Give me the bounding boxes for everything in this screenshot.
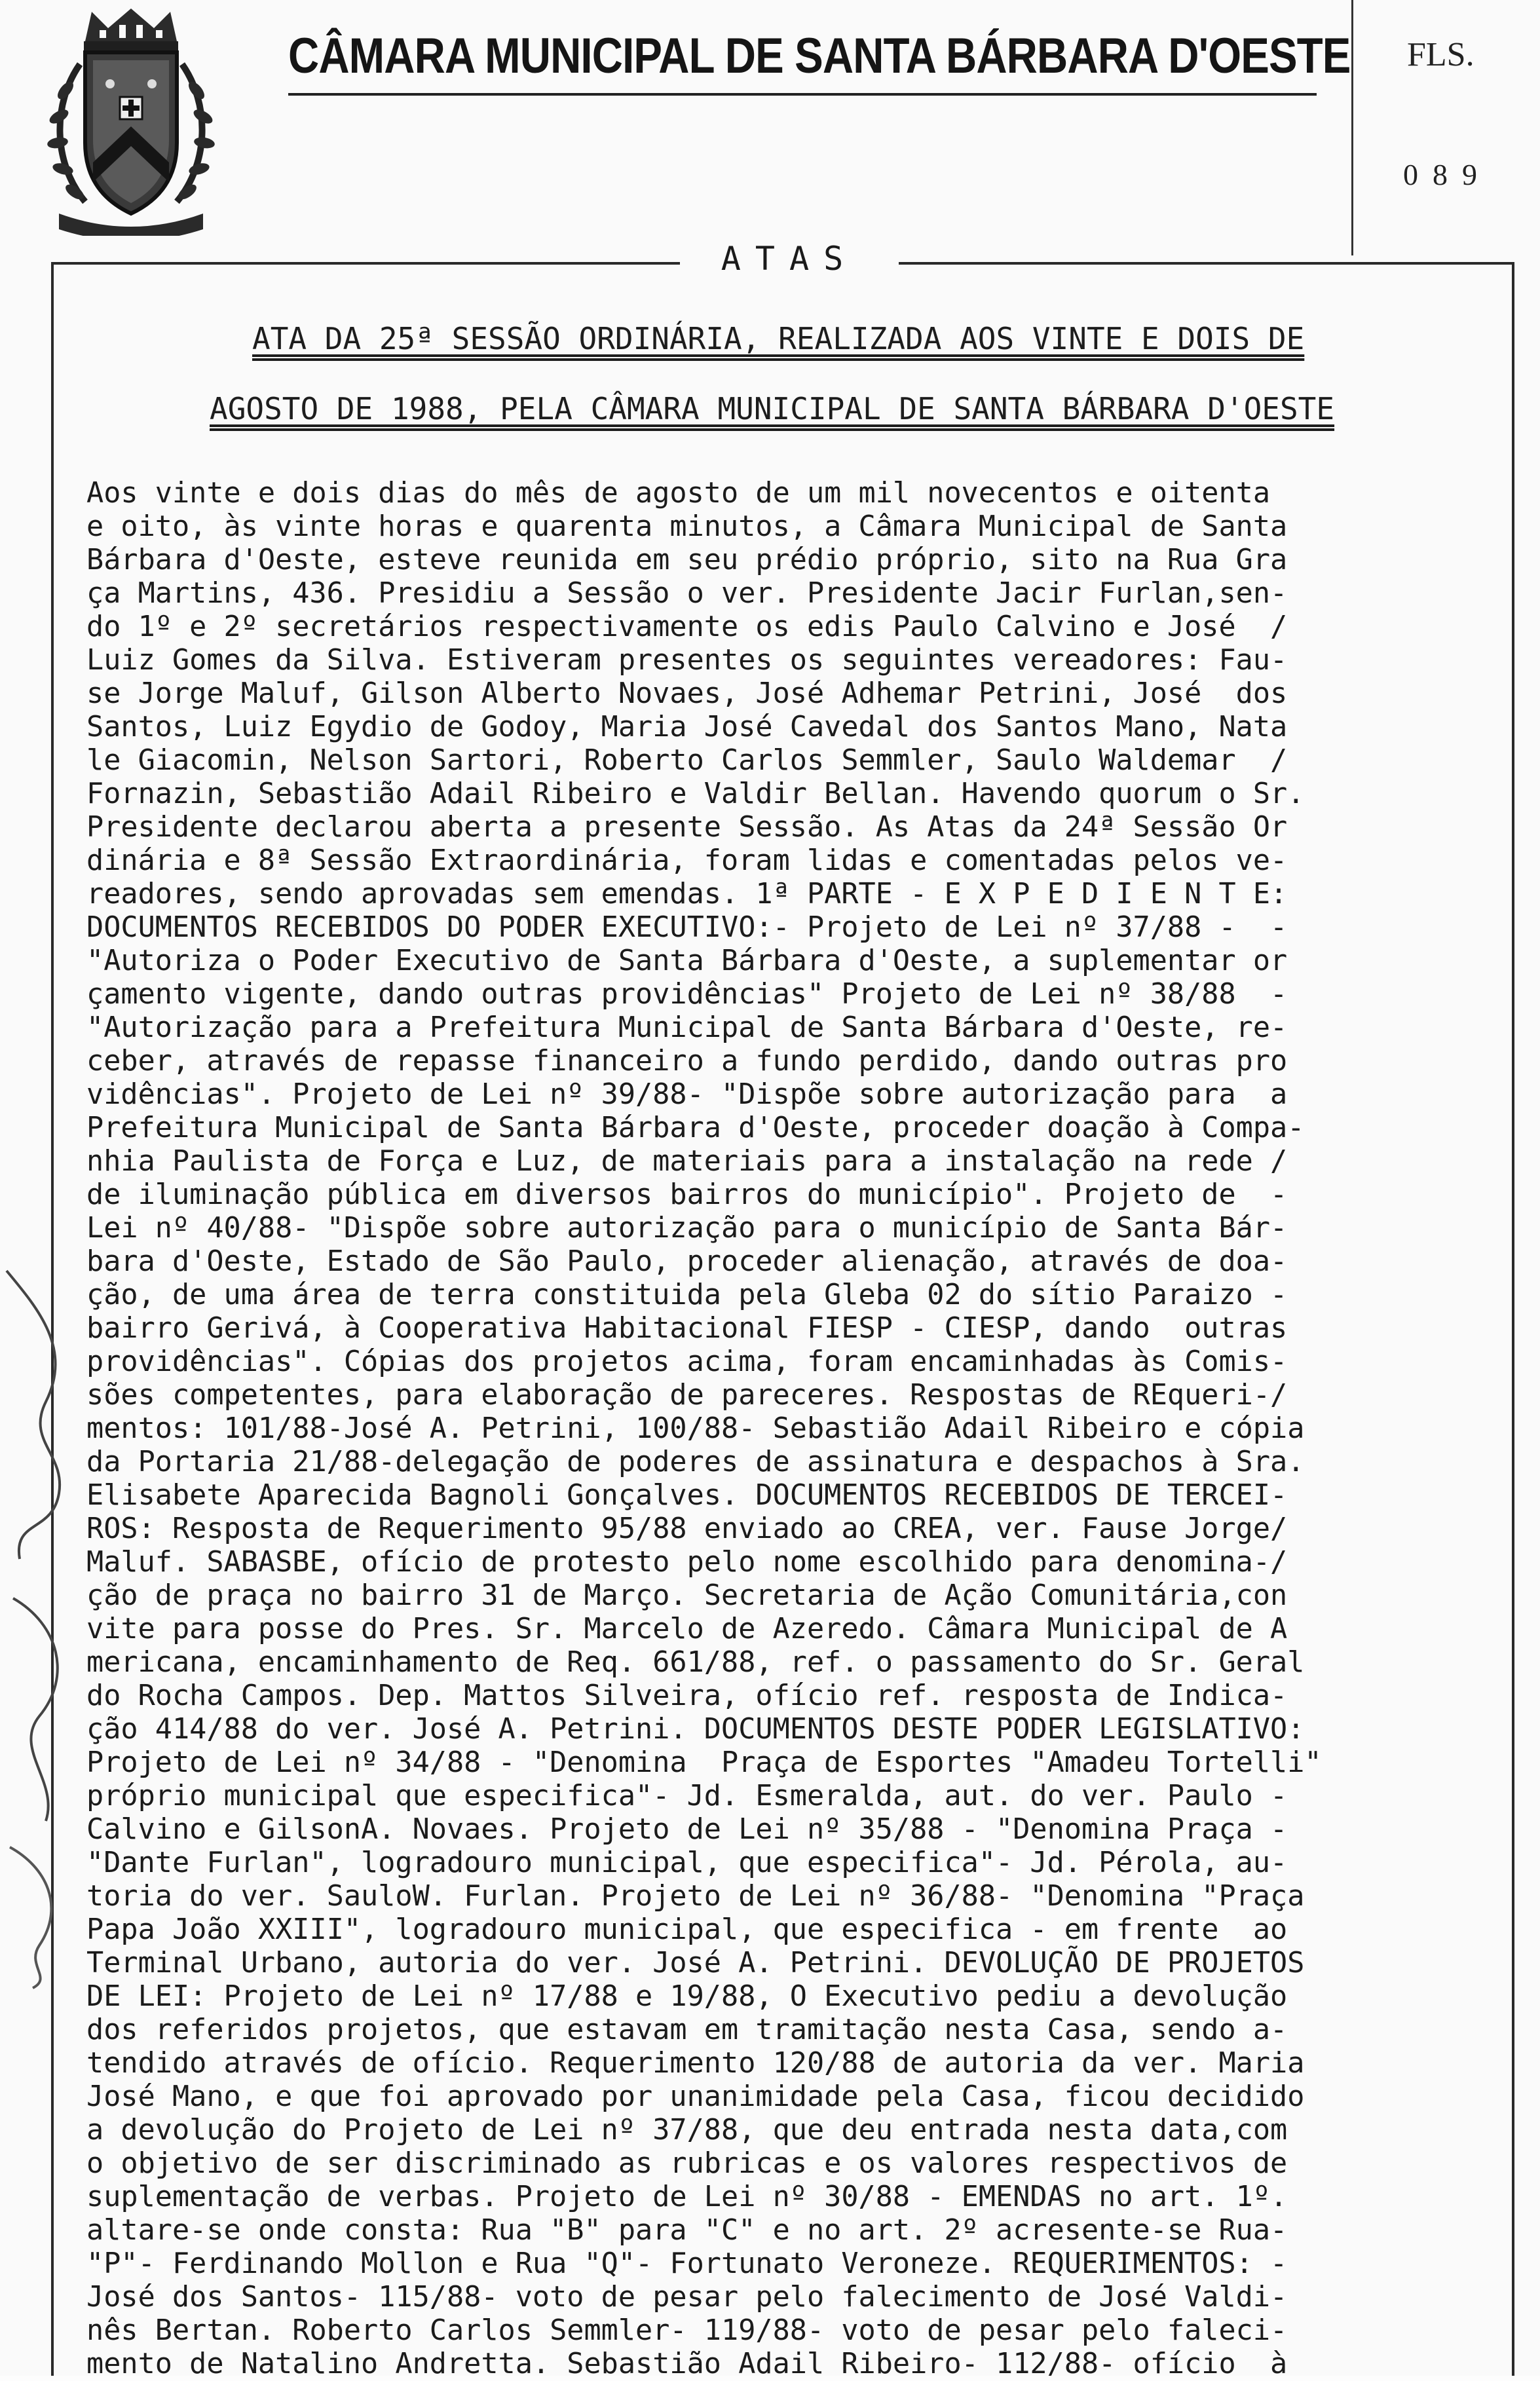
- text-line: providências". Cópias dos projetos acima, foram encaminhadas às Comis-: [86, 1345, 1288, 1378]
- text-line: bairro Gerivá, à Cooperativa Habitacional FIESP - CIESP, dando outras: [86, 1312, 1288, 1345]
- text-line: DOCUMENTOS RECEBIDOS DO PODER EXECUTIVO:- Projeto de Lei nº 37/88 - -: [86, 911, 1288, 944]
- chamber-title: CÂMARA MUNICIPAL DE SANTA BÁRBARA D'OESTE: [288, 28, 1351, 84]
- text-line: "Autorização para a Prefeitura Municipal de Santa Bárbara d'Oeste, re-: [86, 1011, 1288, 1044]
- text-line: ção de praça no bairro 31 de Março. Secretaria de Ação Comunitária,con: [86, 1579, 1288, 1612]
- text-line: Prefeitura Municipal de Santa Bárbara d'Oeste, proceder doação à Compa-: [86, 1112, 1305, 1144]
- text-line: toria do ver. SauloW. Furlan. Projeto de Lei nº 36/88- "Denomina "Praça: [86, 1880, 1305, 1913]
- text-line: a devolução do Projeto de Lei nº 37/88, que deu entrada nesta data,com: [86, 2114, 1288, 2147]
- folio-label: FLS.: [1407, 36, 1474, 73]
- text-line: dos referidos projetos, que estavam em tramitação nesta Casa, sendo a-: [86, 2014, 1288, 2046]
- text-line: vite para posse do Pres. Sr. Marcelo de Azeredo. Câmara Municipal de A: [86, 1613, 1288, 1645]
- text-line: nhia Paulista de Força e Luz, de materiais para a instalação na rede /: [86, 1145, 1288, 1178]
- text-line: vidências". Projeto de Lei nº 39/88- "Dispõe sobre autorização para a: [86, 1078, 1288, 1111]
- text-line: Bárbara d'Oeste, esteve reunida em seu prédio próprio, sito na Rua Gra: [86, 544, 1288, 576]
- text-line: mericana, encaminhamento de Req. 661/88, ref. o passamento do Sr. Geral: [86, 1646, 1305, 1679]
- text-line: bara d'Oeste, Estado de São Paulo, proceder alienação, através de doa-: [86, 1245, 1288, 1278]
- text-line: e oito, às vinte horas e quarenta minutos, a Câmara Municipal de Santa: [86, 510, 1288, 543]
- text-line: Projeto de Lei nº 34/88 - "Denomina Praça de Esportes "Amadeu Tortelli": [86, 1746, 1322, 1779]
- text-line: suplementação de verbas. Projeto de Lei nº 30/88 - EMENDAS no art. 1º.: [86, 2181, 1288, 2213]
- text-line: ça Martins, 436. Presidiu a Sessão o ver. Presidente Jacir Furlan,sen-: [86, 577, 1288, 610]
- text-line: dinária e 8ª Sessão Extraordinária, foram lidas e comentadas pelos ve-: [86, 844, 1288, 877]
- folio-number: 089: [1403, 158, 1492, 191]
- header-divider: [1351, 0, 1353, 255]
- minutes-body: [86, 477, 1488, 2381]
- text-line: DE LEI: Projeto de Lei nº 17/88 e 19/88, O Executivo pediu a devolução: [86, 1980, 1288, 2013]
- text-line: çamento vigente, dando outras providências" Projeto de Lei nº 38/88 -: [86, 978, 1288, 1011]
- text-line: se Jorge Maluf, Gilson Alberto Novaes, José Adhemar Petrini, José dos: [86, 677, 1288, 710]
- text-line: José dos Santos- 115/88- voto de pesar pelo falecimento de José Valdi-: [86, 2281, 1288, 2314]
- text-line: Maluf. SABASBE, ofício de protesto pelo nome escolhido para denomina-/: [86, 1546, 1288, 1579]
- text-line: "Autoriza o Poder Executivo de Santa Bárbara d'Oeste, a suplementar or: [86, 945, 1288, 977]
- text-line: mento de Natalino Andretta. Sebastião Adail Ribeiro- 112/88- ofício à: [86, 2348, 1288, 2380]
- text-line: tendido através de ofício. Requerimento 120/88 de autoria da ver. Maria: [86, 2047, 1305, 2080]
- text-line: Papa João XXIII", logradouro municipal, que especifica - em frente ao: [86, 1913, 1288, 1946]
- text-line: ção 414/88 do ver. José A. Petrini. DOCUMENTOS DESTE PODER LEGISLATIVO:: [86, 1713, 1305, 1746]
- text-line: Fornazin, Sebastião Adail Ribeiro e Valdir Bellan. Havendo quorum o Sr.: [86, 778, 1305, 810]
- text-line: Presidente declarou aberta a presente Sessão. As Atas da 24ª Sessão Or: [86, 811, 1288, 844]
- text-line: o objetivo de ser discriminado as rubricas e os valores respectivos de: [86, 2147, 1288, 2180]
- minutes-heading-line: ATA DA 25ª SESSÃO ORDINÁRIA, REALIZADA AOS VINTE E DOIS DE: [252, 321, 1305, 356]
- text-line: "P"- Ferdinando Mollon e Rua "Q"- Fortunato Veroneze. REQUERIMENTOS: -: [86, 2247, 1288, 2280]
- text-line: próprio municipal que especifica"- Jd. Esmeralda, aut. do ver. Paulo -: [86, 1780, 1288, 1812]
- frame-right: [1512, 262, 1514, 2376]
- text-line: ceber, através de repasse financeiro a fundo perdido, dando outras pro: [86, 1045, 1288, 1078]
- text-line: Santos, Luiz Egydio de Godoy, Maria José Cavedal dos Santos Mano, Nata: [86, 711, 1288, 743]
- text-line: José Mano, e que foi aprovado por unanimidade pela Casa, ficou decidido: [86, 2080, 1305, 2113]
- text-line: ção, de uma área de terra constituida pela Gleba 02 do sítio Paraizo -: [86, 1279, 1288, 1311]
- section-title: ATAS: [721, 240, 858, 278]
- title-underline: [288, 93, 1317, 96]
- text-line: do Rocha Campos. Dep. Mattos Silveira, ofício ref. resposta de Indica-: [86, 1679, 1288, 1712]
- text-line: Lei nº 40/88- "Dispõe sobre autorização para o município de Santa Bár-: [86, 1212, 1288, 1245]
- text-line: mentos: 101/88-José A. Petrini, 100/88- Sebastião Adail Ribeiro e cópia: [86, 1412, 1305, 1445]
- text-line: de iluminação pública em diversos bairros do município". Projeto de -: [86, 1178, 1288, 1211]
- text-line: Luiz Gomes da Silva. Estiveram presentes os seguintes vereadores: Fau-: [86, 644, 1288, 677]
- minutes-heading-line: AGOSTO DE 1988, PELA CÂMARA MUNICIPAL DE SANTA BÁRBARA D'OESTE: [210, 391, 1335, 426]
- text-line: nês Bertan. Roberto Carlos Semmler- 119/88- voto de pesar pelo faleci-: [86, 2314, 1288, 2347]
- text-line: Terminal Urbano, autoria do ver. José A. Petrini. DEVOLUÇÃO DE PROJETOS: [86, 1947, 1305, 1979]
- text-line: le Giacomin, Nelson Sartori, Roberto Carlos Semmler, Saulo Waldemar /: [86, 744, 1288, 777]
- handwritten-margin-marks: [0, 1258, 85, 1991]
- text-line: Elisabete Aparecida Bagnoli Gonçalves. DOCUMENTOS RECEBIDOS DE TERCEI-: [86, 1479, 1288, 1512]
- text-line: "Dante Furlan", logradouro municipal, que especifica"- Jd. Pérola, au-: [86, 1847, 1288, 1879]
- frame-top-right: [899, 262, 1514, 265]
- text-line: da Portaria 21/88-delegação de poderes de assinatura e despachos à Sra.: [86, 1446, 1305, 1478]
- text-line: Calvino e GilsonA. Novaes. Projeto de Lei nº 35/88 - "Denomina Praça -: [86, 1813, 1288, 1846]
- text-line: do 1º e 2º secretários respectivamente os edis Paulo Calvino e José /: [86, 610, 1288, 643]
- text-line: altare-se onde consta: Rua "B" para "C" e no art. 2º acresente-se Rua-: [86, 2214, 1288, 2247]
- text-line: ROS: Resposta de Requerimento 95/88 enviado ao CREA, ver. Fause Jorge/: [86, 1512, 1288, 1545]
- coat-of-arms-emblem: [46, 5, 216, 236]
- frame-top-left: [51, 262, 680, 265]
- text-line: sões competentes, para elaboração de pareceres. Respostas de REqueri-/: [86, 1379, 1288, 1412]
- text-line: readores, sendo aprovadas sem emendas. 1ª PARTE - E X P E D I E N T E:: [86, 878, 1288, 910]
- text-line: Aos vinte e dois dias do mês de agosto de um mil novecentos e oitenta: [86, 477, 1271, 510]
